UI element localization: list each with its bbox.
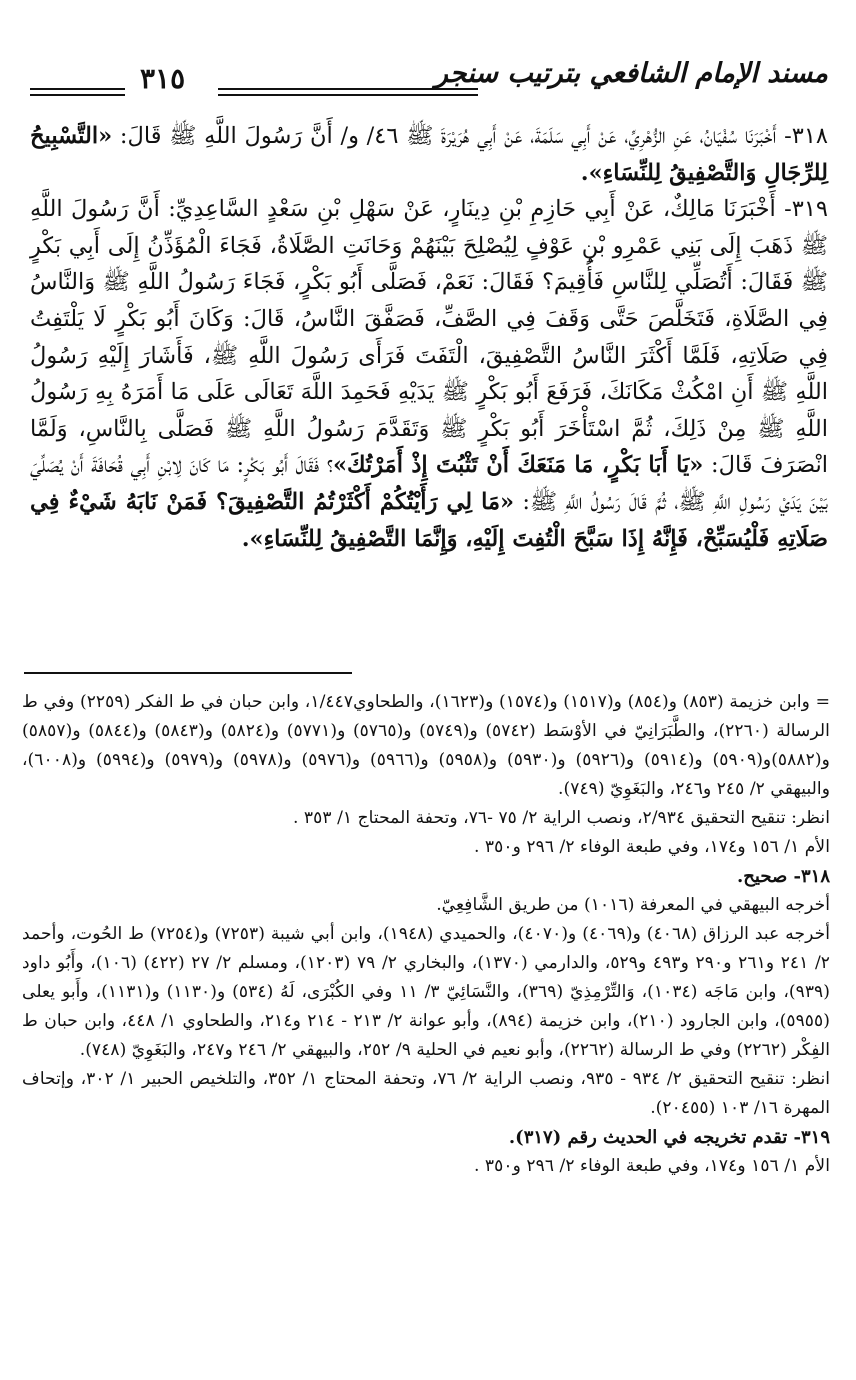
hadith-318	[30, 118, 828, 191]
hadith-319-middle: ؟ فَقَالَ أَبُو بَكْرٍ: مَا كَانَ لِابْنِ أَبِي قُحَافَةَ أَنْ يُصَلِّيَ بَيْنَ يَدَيْ رَسُولِ اللَّهِ ﷺ، ثُمَّ قَالَ رَسُولُ اللَّهِ ﷺ:	[30, 452, 828, 515]
footnote-318-takhrij: أخرجه عبد الرزاق (٤٠٦٨) و(٤٠٦٩) و(٤٠٧٠)، والحميدي (١٩٤٨)، وابن أبي شيبة (٧٢٥٣) و(٧٢٥٤) ط الحُوت، وأحمد ٢/ ٢٤١ و٢٦١ و٢٩٠ و٤٩٣ و٥٢٩، والدارمي (١٣٧٠)، والبخاري ٢/ ٧٩ (١٢٠٣)، ومسلم ٢/ ٢٧ (٤٢٢) (١٠٦)، وأَبُو داود (٩٣٩)، وابن مَاجَه (١٠٣٤)، وَالتِّرْمِذِيّ (٣٦٩)، والنَّسَائِيّ ٣/ ١١ وفي الكُبْرَى، لَهُ (٥٣٤) و(١١٣٠) و(١١٣١)، وأَبو يعلى (٥٩٥٥)، وابن الجارود (٢١٠)، وابن خزيمة (٨٩٤)، وأبو عوانة ٢/ ٢١٣ - ٢١٤ و٢١٤، والطحاوي ١/ ٤٤٨، وابن حبان ط الفِكْر (٢٢٦٢) وفي ط الرسالة (٢٢٦٢)، وأبو نعيم في الحلية ٩/ ٢٥٢، والبيهقي ٢/ ٢٤٦ و٢٤٧، والبَغَوِيّ (٧٤٨).	[22, 924, 831, 1060]
footnote-318-source: أخرجه البيهقي في المعرفة (١٠١٦) من طريق الشَّافِعِيّ.	[436, 895, 830, 915]
page-header	[30, 58, 828, 102]
footnote-umm: الأم ١/ ١٥٦ و١٧٤، وفي طبعة الوفاء ٢/ ٢٩٦ و٣٥٠ .	[473, 837, 830, 857]
header-rule	[218, 94, 478, 96]
header-rule	[30, 94, 125, 96]
hadith-319-text: ٣١٩- أَخْبَرَنَا مَالِكٌ، عَنْ أَبِي حَازِمِ بْنِ دِينَارٍ، عَنْ سَهْلِ بْنِ سَعْدٍ السَّاعِدِيِّ: أَنَّ رَسُولَ اللَّهِ ﷺ ذَهَبَ إِلَى بَنِي عَمْرِو بْنِ عَوْفٍ لِيُصْلِحَ بَيْنَهُمْ وَحَانَتِ الصَّلَاةُ، فَجَاءَ الْمُؤَذِّنُ إِلَى أَبِي بَكْرٍ ﷺ فَقَالَ: أَتُصَلِّي لِلنَّاسِ فَأُقِيمَ؟ فَقَالَ: نَعَمْ، فَصَلَّى أَبُو بَكْرٍ، فَجَاءَ رَسُولُ اللَّهِ ﷺ وَالنَّاسُ فِي الصَّلَاةِ، فَتَخَلَّصَ حَتَّى وَقَفَ فِي الصَّفِّ، فَصَفَّقَ النَّاسُ، قَالَ: وَكَانَ أَبُو بَكْرٍ لَا يَلْتَفِتُ فِي صَلَاتِهِ، فَلَمَّا أَكْثَرَ النَّاسُ التَّصْفِيقَ، الْتَفَتَ فَرَأَى رَسُولَ اللَّهِ ﷺ، فَأَشَارَ إِلَيْهِ رَسُولُ اللَّهِ ﷺ أَنِ امْكُثْ مَكَانَكَ، فَرَفَعَ أَبُو بَكْرٍ ﷺ يَدَيْهِ فَحَمِدَ اللَّهَ تَعَالَى عَلَى مَا أَمَرَهُ بِهِ رَسُولُ اللَّهِ ﷺ مِنْ ذَلِكَ، ثُمَّ اسْتَأْخَرَ أَبُو بَكْرٍ ﷺ وَتَقَدَّمَ رَسُولُ اللَّهِ ﷺ فَصَلَّى بِالنَّاسِ، وَلَمَّا انْصَرَفَ قَالَ:	[30, 196, 828, 479]
hadith-319-quote-1: «يَا أَبَا بَكْرٍ، مَا مَنَعَكَ أَنْ تَثْبُتَ إِذْ أَمَرْتُكَ»	[332, 452, 704, 479]
footnote-318-grade: ٣١٨- صحيح.	[737, 866, 830, 887]
header-rule	[218, 88, 478, 90]
hadith-319-quote-2: «مَا لِي رَأَيْتُكُمْ أَكْثَرْتُمُ التَّصْفِيقَ؟ فَمَنْ نَابَهُ شَيْءٌ فِي صَلَاتِهِ فَلْيُسَبِّحْ، فَإِنَّهُ إِذَا سَبَّحَ الْتُفِتَ إِلَيْهِ، وَإِنَّمَا التَّصْفِيقُ لِلنِّسَاءِ».	[30, 488, 828, 552]
hadith-318-text: ٣١٨- أَخْبَرَنَا سُفْيَانُ، عَنِ الزُّهْرِيِّ، عَنْ أَبِي سَلَمَةَ، عَنْ أَبِي هُرَيْرَةَ ﷺ ٤٦/ و/ أَنَّ رَسُولَ اللَّهِ ﷺ قَالَ:	[119, 123, 828, 149]
footnote-see: انظر: تنقيح التحقيق ٢/٩٣٤، ونصب الراية ٢/ ٧٥ -٧٦، وتحفة المحتاج ١/ ٣٥٣ .	[292, 808, 830, 828]
running-title: مسند الإمام الشافعي بترتيب سنجر	[434, 58, 828, 89]
footnote-318-see: انظر: تنقيح التحقيق ٢/ ٩٣٤ - ٩٣٥، ونصب الراية ٢/ ٧٦، وتحفة المحتاج ١/ ٣٥٢، والتلخيص الحبير ١/ ٣٠٢، وإتحاف المهرة ١٦/ ١٠٣ (٢٠٤٥٥).	[22, 1069, 831, 1118]
footnote-319-umm: الأم ١/ ١٥٦ و١٧٤، وفي طبعة الوفاء ٢/ ٢٩٦ و٣٥٠ .	[473, 1156, 830, 1176]
page-number: ٣١٥	[140, 62, 186, 95]
hadith-319	[30, 191, 828, 557]
footnote-319-ref: ٣١٩- تقدم تخريجه في الحديث رقم (٣١٧).	[508, 1127, 830, 1148]
header-rule	[30, 88, 125, 90]
footnotes	[22, 688, 830, 1181]
hadith-text	[30, 118, 828, 557]
footnote-continuation: = وابن خزيمة (٨٥٣) و(٨٥٤) و(١٥١٧) و(١٥٧٤) و(١٦٢٣)، والطحاوي١/٤٤٧، وابن حبان في ط الفكر (٢٢٥٩) وفي ط الرسالة (٢٢٦٠)، والطَّبَرَانِيّ في الأوْسَط (٥٧٤٢) و(٥٧٤٩) و(٥٧٦٥) و(٥٧٧١) و(٥٨٢٤) و(٥٨٤٣) و(٥٨٤٤) و(٥٨٥٧) و(٥٨٨٢)و(٥٩٠٩) و(٥٩١٤) و(٥٩٢٦) و(٥٩٣٠) و(٥٩٥٨) و(٥٩٦٦) و(٥٩٧٦) و(٥٩٧٨) و(٥٩٧٩) و(٥٩٩٤) و(٦٠٠٨)، والبيهقي ٢/ ٢٤٥ و٢٤٦، والبَغَوِيّ (٧٤٩).	[22, 692, 830, 799]
hadith-318-quote: «التَّسْبِيحُ لِلرِّجَالِ وَالتَّصْفِيقُ لِلنِّسَاءِ».	[30, 123, 828, 186]
footnote-divider	[24, 672, 352, 674]
